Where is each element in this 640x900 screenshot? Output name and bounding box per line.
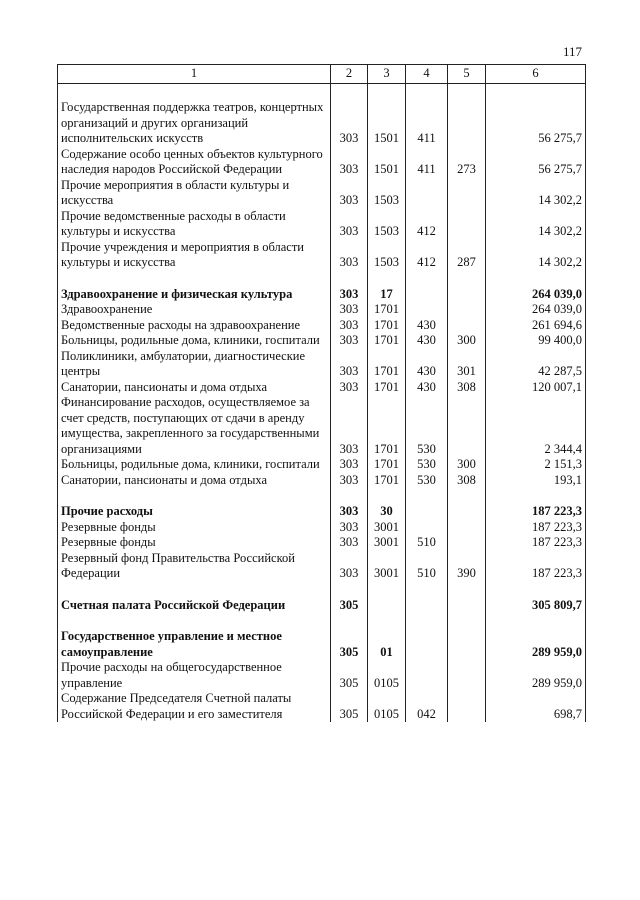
row-name-cell: Санатории, пансионаты и дома отдыха [58,380,331,396]
table-row [58,551,586,582]
target-code-cell: 430 [406,349,448,380]
column-header: 1 [58,65,331,84]
row-name-cell: Финансирование расходов, осуществляемое за счет средств, поступающих от сдачи в аренду имущества, закрепленного за государственными организациями [58,395,331,457]
table-row [58,318,586,334]
expense-code-cell [448,520,486,536]
row-name-cell: Ведомственные расходы на здравоохранение [58,318,331,334]
spacer-row [58,613,586,629]
target-code-cell: 510 [406,535,448,551]
row-name-cell: Резервные фонды [58,535,331,551]
target-code-cell [406,504,448,520]
spacer-cell [368,613,406,629]
expense-code-cell [448,178,486,209]
table-row [58,178,586,209]
row-name-cell: Прочие ведомственные расходы в области культуры и искусства [58,209,331,240]
target-code-cell: 530 [406,395,448,457]
row-name-cell: Резервные фонды [58,520,331,536]
amount-cell: 99 400,0 [486,333,586,349]
table-row [58,457,586,473]
table-row [58,691,586,722]
row-name-cell: Резервный фонд Правительства Российской Федерации [58,551,331,582]
row-name-cell: Здравоохранение и физическая культура [58,287,331,303]
column-header: 6 [486,65,586,84]
spacer-cell [331,271,368,287]
expense-code-cell [448,504,486,520]
section-code-cell: 1701 [368,333,406,349]
expense-code-cell: 301 [448,349,486,380]
spacer-cell [448,582,486,598]
expense-code-cell [448,629,486,660]
section-code-cell: 0105 [368,660,406,691]
section-code-cell: 1503 [368,240,406,271]
amount-cell: 698,7 [486,691,586,722]
target-code-cell: 430 [406,318,448,334]
expense-code-cell [448,302,486,318]
table-row [58,629,586,660]
expense-code-cell [448,287,486,303]
row-name-cell: Счетная палата Российской Федерации [58,598,331,614]
page-number: 117 [562,44,582,59]
spacer-cell [486,613,586,629]
row-name-cell: Государственное управление и местное самоуправление [58,629,331,660]
amount-cell: 261 694,6 [486,318,586,334]
row-name-cell: Здравоохранение [58,302,331,318]
section-code-cell: 3001 [368,551,406,582]
expense-code-cell [448,395,486,457]
chapter-code-cell: 303 [331,349,368,380]
table-row [58,520,586,536]
section-code-cell: 1701 [368,302,406,318]
table-row [58,395,586,457]
amount-cell: 14 302,2 [486,178,586,209]
spacer-cell [486,271,586,287]
spacer-cell [331,488,368,504]
amount-cell: 187 223,3 [486,504,586,520]
expense-code-cell: 308 [448,380,486,396]
spacer-cell [448,271,486,287]
spacer-cell [406,488,448,504]
section-code-cell: 1501 [368,147,406,178]
row-name-cell: Прочие расходы на общегосударственное управление [58,660,331,691]
spacer-cell [368,84,406,101]
column-header: 5 [448,65,486,84]
table-row [58,598,586,614]
chapter-code-cell: 305 [331,598,368,614]
spacer-cell [406,271,448,287]
target-code-cell: 530 [406,457,448,473]
section-code-cell: 1503 [368,178,406,209]
expense-code-cell [448,660,486,691]
chapter-code-cell: 303 [331,551,368,582]
section-code-cell: 1503 [368,209,406,240]
target-code-cell: 412 [406,240,448,271]
spacer-row [58,84,586,101]
target-code-cell: 430 [406,333,448,349]
amount-cell: 56 275,7 [486,147,586,178]
table-row [58,473,586,489]
spacer-row [58,582,586,598]
expense-code-cell: 308 [448,473,486,489]
section-code-cell: 1701 [368,473,406,489]
row-name-cell: Больницы, родильные дома, клиники, госпитали [58,333,331,349]
expense-code-cell: 300 [448,333,486,349]
amount-cell: 187 223,3 [486,535,586,551]
section-code-cell: 17 [368,287,406,303]
chapter-code-cell: 303 [331,535,368,551]
row-name-cell: Прочие учреждения и мероприятия в области культуры и искусства [58,240,331,271]
expense-code-cell [448,598,486,614]
target-code-cell: 411 [406,100,448,147]
chapter-code-cell: 303 [331,333,368,349]
chapter-code-cell: 303 [331,520,368,536]
table-row [58,287,586,303]
table-row [58,504,586,520]
spacer-cell [331,582,368,598]
row-name-cell: Содержание Председателя Счетной палаты Российской Федерации и его заместителя [58,691,331,722]
expense-code-cell [448,535,486,551]
target-code-cell [406,287,448,303]
spacer-cell [58,488,331,504]
chapter-code-cell: 303 [331,240,368,271]
table-row [58,302,586,318]
section-code-cell: 1501 [368,100,406,147]
expense-code-cell [448,691,486,722]
spacer-cell [368,582,406,598]
table-row [58,333,586,349]
chapter-code-cell: 303 [331,147,368,178]
target-code-cell: 430 [406,380,448,396]
table-row [58,100,586,147]
table-body [58,84,586,723]
section-code-cell: 1701 [368,349,406,380]
section-code-cell: 1701 [368,457,406,473]
spacer-cell [58,582,331,598]
expense-code-cell [448,209,486,240]
spacer-cell [486,84,586,101]
target-code-cell: 412 [406,209,448,240]
spacer-cell [58,613,331,629]
amount-cell: 14 302,2 [486,209,586,240]
amount-cell: 56 275,7 [486,100,586,147]
chapter-code-cell: 303 [331,178,368,209]
table-row [58,209,586,240]
chapter-code-cell: 303 [331,302,368,318]
table-row [58,147,586,178]
table-row [58,240,586,271]
section-code-cell: 1701 [368,318,406,334]
chapter-code-cell: 303 [331,100,368,147]
spacer-cell [406,582,448,598]
amount-cell: 193,1 [486,473,586,489]
amount-cell: 120 007,1 [486,380,586,396]
target-code-cell [406,520,448,536]
spacer-cell [448,84,486,101]
row-name-cell: Санатории, пансионаты и дома отдыха [58,473,331,489]
spacer-cell [368,271,406,287]
spacer-cell [58,84,331,101]
target-code-cell: 510 [406,551,448,582]
expense-code-cell: 300 [448,457,486,473]
spacer-cell [448,488,486,504]
spacer-cell [368,488,406,504]
section-code-cell: 1701 [368,380,406,396]
table-header-row [58,65,586,84]
row-name-cell: Поликлиники, амбулатории, диагностические центры [58,349,331,380]
spacer-cell [331,84,368,101]
spacer-cell [486,582,586,598]
spacer-row [58,271,586,287]
row-name-cell: Прочие расходы [58,504,331,520]
spacer-cell [406,613,448,629]
amount-cell: 187 223,3 [486,520,586,536]
target-code-cell [406,660,448,691]
chapter-code-cell: 303 [331,395,368,457]
amount-cell: 264 039,0 [486,287,586,303]
amount-cell: 42 287,5 [486,349,586,380]
spacer-cell [448,613,486,629]
section-code-cell: 3001 [368,520,406,536]
column-header: 3 [368,65,406,84]
chapter-code-cell: 305 [331,629,368,660]
spacer-row [58,488,586,504]
chapter-code-cell: 303 [331,287,368,303]
spacer-cell [406,84,448,101]
spacer-cell [486,488,586,504]
chapter-code-cell: 303 [331,318,368,334]
section-code-cell: 30 [368,504,406,520]
amount-cell: 264 039,0 [486,302,586,318]
table-row [58,535,586,551]
amount-cell: 187 223,3 [486,551,586,582]
target-code-cell: 042 [406,691,448,722]
spacer-cell [58,271,331,287]
amount-cell: 2 151,3 [486,457,586,473]
amount-cell: 14 302,2 [486,240,586,271]
chapter-code-cell: 303 [331,380,368,396]
table-row [58,380,586,396]
section-code-cell: 3001 [368,535,406,551]
row-name-cell: Больницы, родильные дома, клиники, госпитали [58,457,331,473]
expense-code-cell: 390 [448,551,486,582]
chapter-code-cell: 303 [331,457,368,473]
target-code-cell: 530 [406,473,448,489]
column-header: 2 [331,65,368,84]
expense-code-cell: 273 [448,147,486,178]
amount-cell: 2 344,4 [486,395,586,457]
table-row [58,660,586,691]
chapter-code-cell: 305 [331,660,368,691]
chapter-code-cell: 303 [331,473,368,489]
amount-cell: 305 809,7 [486,598,586,614]
amount-cell: 289 959,0 [486,629,586,660]
expense-code-cell [448,318,486,334]
chapter-code-cell: 303 [331,504,368,520]
expense-code-cell: 287 [448,240,486,271]
chapter-code-cell: 305 [331,691,368,722]
chapter-code-cell: 303 [331,209,368,240]
spacer-cell [331,613,368,629]
column-header: 4 [406,65,448,84]
table-row [58,349,586,380]
budget-table [57,64,586,722]
row-name-cell: Государственная поддержка театров, концертных организаций и других организаций исполнительских искусств [58,100,331,147]
section-code-cell: 1701 [368,395,406,457]
target-code-cell [406,178,448,209]
target-code-cell [406,598,448,614]
expense-code-cell [448,100,486,147]
target-code-cell: 411 [406,147,448,178]
section-code-cell: 0105 [368,691,406,722]
amount-cell: 289 959,0 [486,660,586,691]
section-code-cell: 01 [368,629,406,660]
row-name-cell: Прочие мероприятия в области культуры и искусства [58,178,331,209]
row-name-cell: Содержание особо ценных объектов культурного наследия народов Российской Федерации [58,147,331,178]
target-code-cell [406,302,448,318]
section-code-cell [368,598,406,614]
target-code-cell [406,629,448,660]
